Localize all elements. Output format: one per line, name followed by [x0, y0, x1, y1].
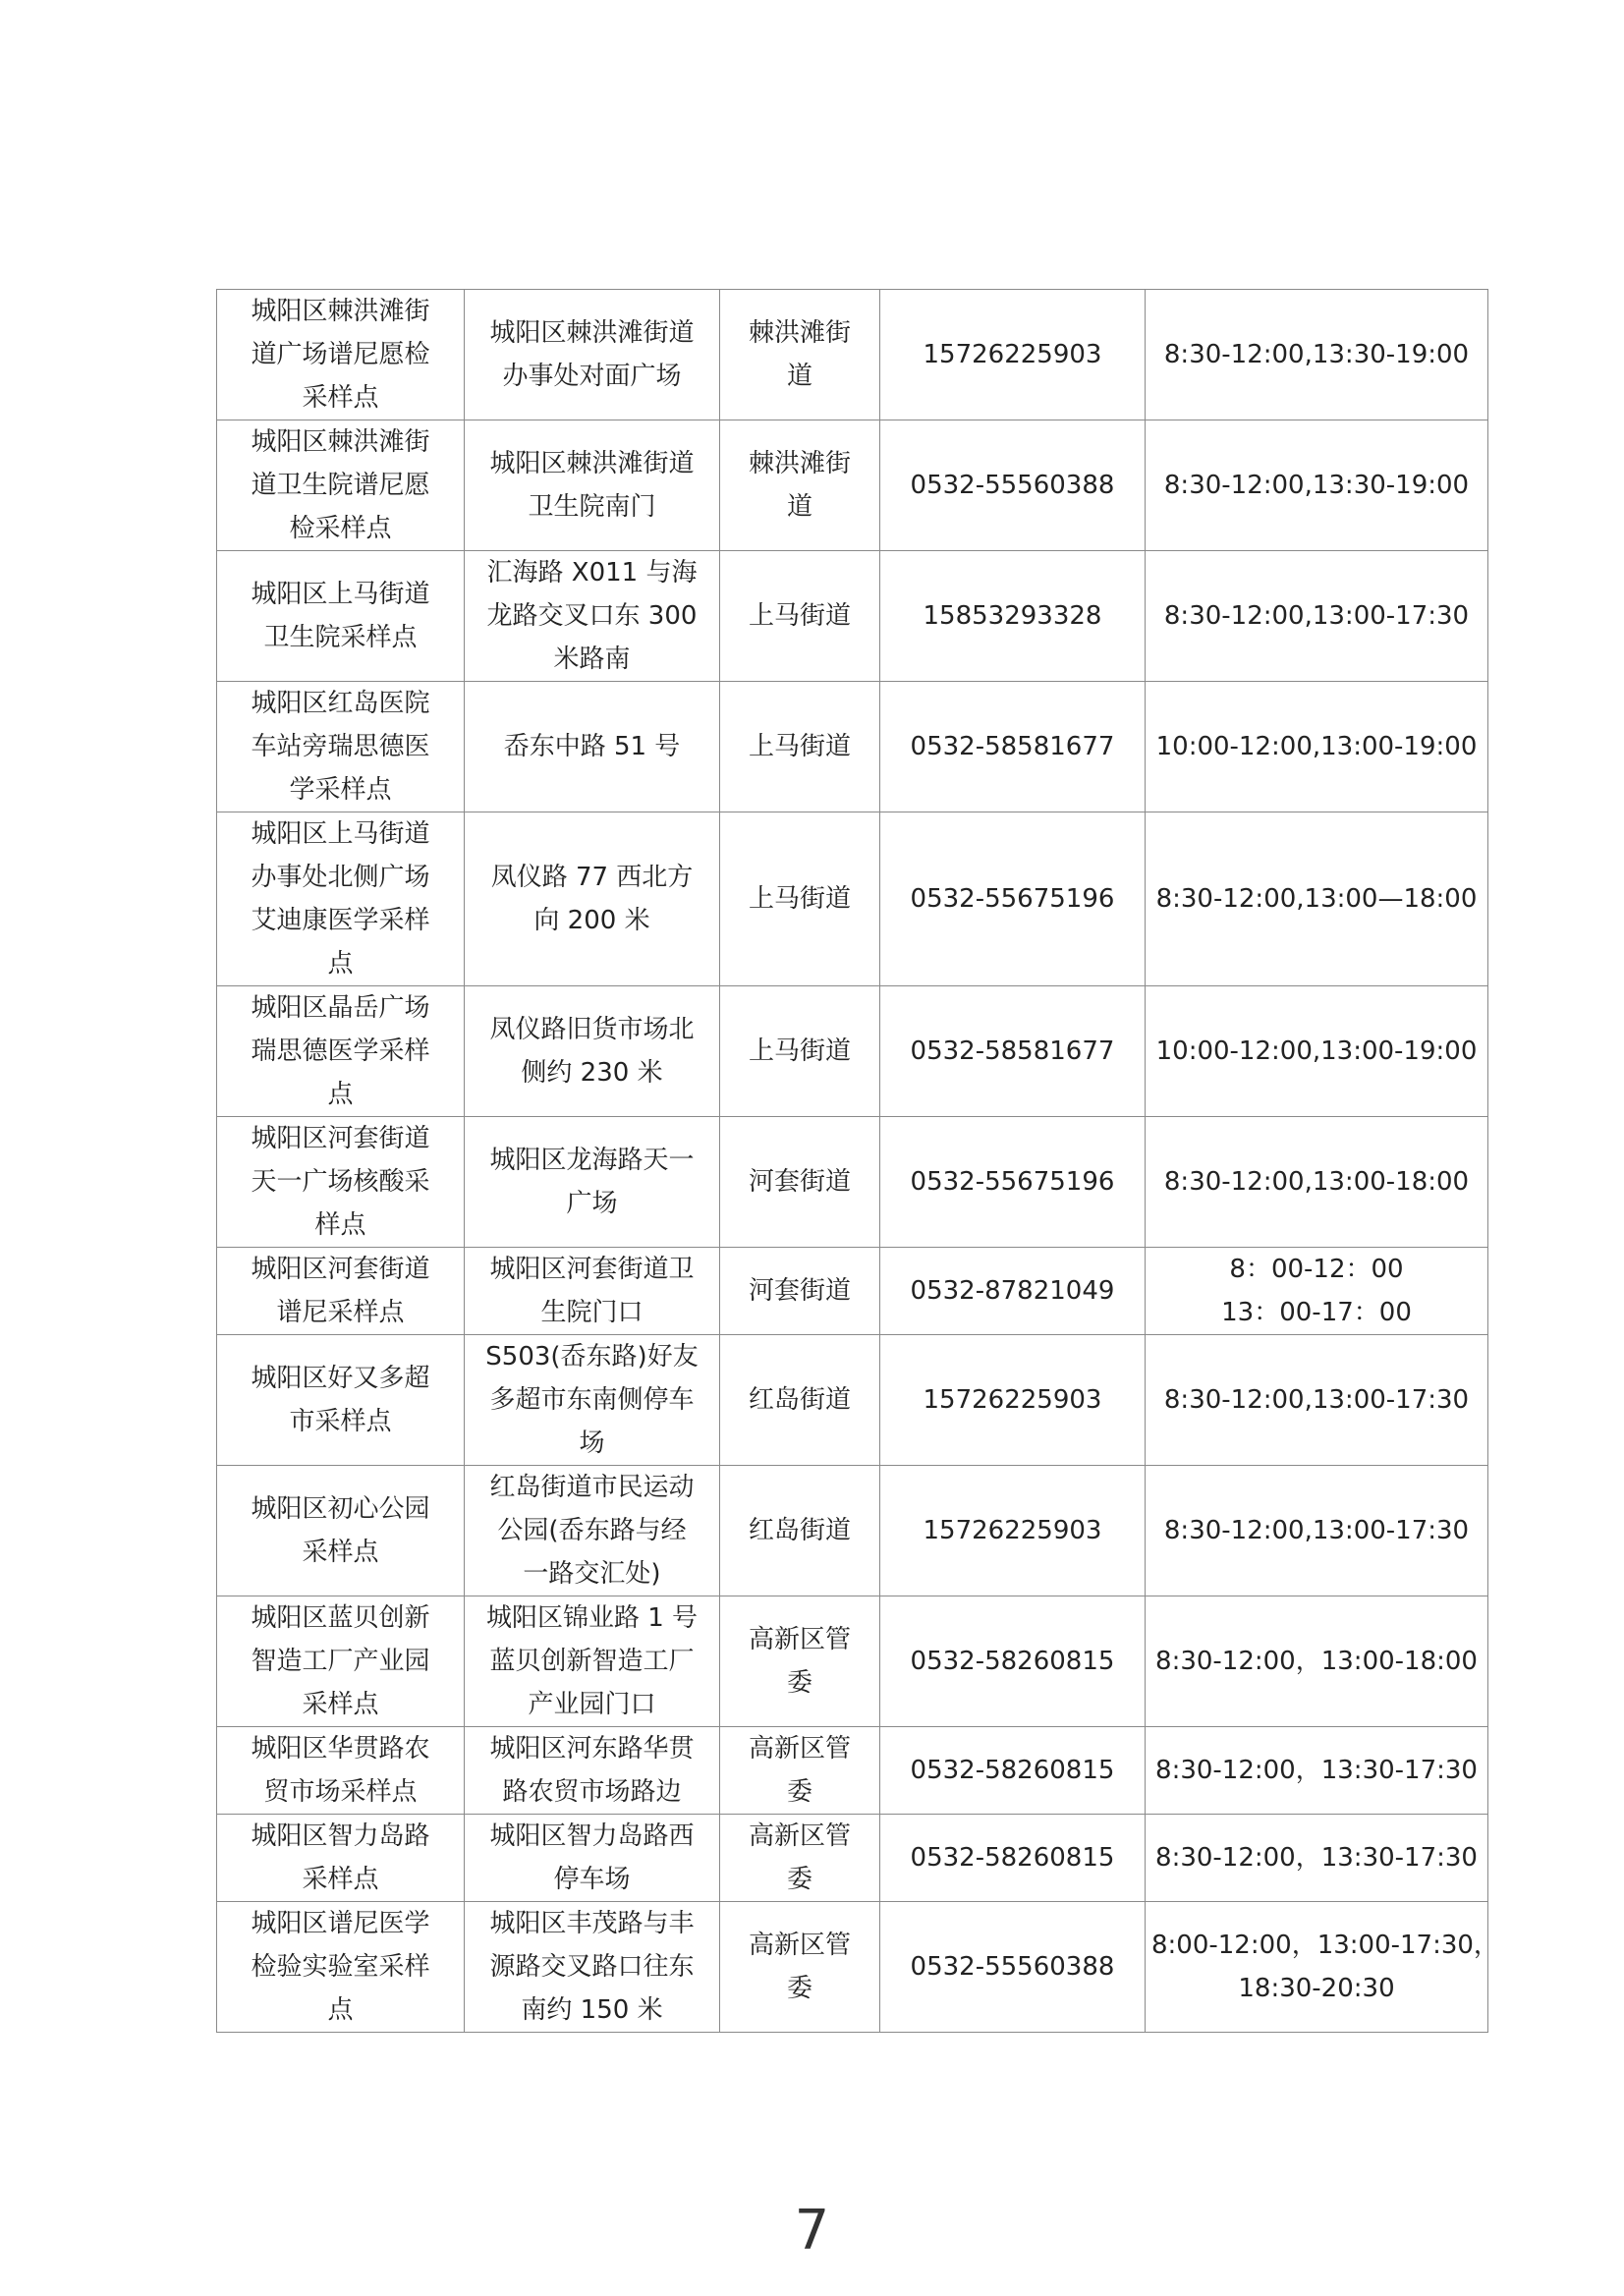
cell-text-line: 南约 150 米	[521, 1995, 663, 2025]
cell-text-line: 8:30-12:00,13:30-19:00	[1163, 340, 1470, 369]
cell-text-line: 天一广场核酸采	[251, 1167, 430, 1197]
phone-cell	[880, 1466, 1146, 1596]
cell-text-line: 停车场	[553, 1865, 631, 1894]
cell-text-line: 公园(岙东路与经	[497, 1516, 687, 1545]
street-cell	[720, 1117, 880, 1248]
street-cell	[720, 1248, 880, 1335]
street-cell	[720, 420, 880, 551]
table-row	[217, 420, 1488, 551]
cell-text-line: 8:30-12:00,13:00-17:30	[1163, 1385, 1470, 1415]
cell-text-line: 城阳区好又多超	[251, 1364, 430, 1393]
street-cell	[720, 1727, 880, 1815]
street-cell	[720, 682, 880, 812]
cell-text-line: 10:00-12:00,13:00-19:00	[1155, 732, 1478, 761]
address-cell	[465, 1727, 720, 1815]
cell-text-line: 点	[327, 1995, 354, 2025]
address-cell	[465, 682, 720, 812]
cell-text-line: 采样点	[302, 1690, 379, 1719]
street-cell	[720, 551, 880, 682]
cell-text-line: 采样点	[302, 1538, 379, 1567]
site-name-cell	[217, 986, 465, 1117]
address-cell	[465, 551, 720, 682]
cell-text-line: 委	[786, 1865, 812, 1894]
phone-cell	[880, 812, 1146, 986]
cell-text-line: 8:30-12:00,13:00-17:30	[1163, 601, 1470, 631]
hours-cell	[1146, 551, 1488, 682]
cell-text-line: 源路交叉路口往东	[489, 1952, 695, 1982]
site-name-cell	[217, 812, 465, 986]
table-row	[217, 1902, 1488, 2033]
cell-text-line: 15726225903	[923, 1516, 1102, 1545]
cell-text-line: 0532-87821049	[910, 1276, 1115, 1306]
cell-text-line: 8:30-12:00,13:00-17:30	[1163, 1516, 1470, 1545]
cell-text-line: 城阳区蓝贝创新	[251, 1603, 430, 1633]
table-row	[217, 551, 1488, 682]
cell-text-line: 8：00-12：00	[1229, 1255, 1404, 1284]
hours-cell	[1146, 1902, 1499, 2033]
cell-text-line: 市采样点	[289, 1407, 392, 1436]
cell-text-line: 米路南	[553, 644, 631, 674]
cell-text-line: 城阳区河套街道卫	[489, 1255, 695, 1284]
table-row	[217, 1466, 1488, 1596]
address-cell	[465, 986, 720, 1117]
cell-text-line: 检验实验室采样	[251, 1952, 430, 1982]
street-cell	[720, 290, 880, 420]
site-name-cell	[217, 290, 465, 420]
site-name-cell	[217, 1727, 465, 1815]
phone-cell	[880, 1117, 1146, 1248]
cell-text-line: 道广场谱尼愿检	[251, 340, 430, 369]
cell-text-line: 城阳区棘洪滩街	[251, 427, 430, 457]
cell-text-line: 8:30-12:00，13:30-17:30	[1155, 1843, 1478, 1873]
hours-cell	[1146, 420, 1488, 551]
street-cell	[720, 986, 880, 1117]
cell-text-line: 广场	[566, 1189, 618, 1218]
cell-text-line: 检采样点	[289, 514, 392, 543]
cell-text-line: 点	[327, 949, 354, 979]
phone-cell	[880, 682, 1146, 812]
cell-text-line: 采样点	[302, 1865, 379, 1894]
street-cell	[720, 1902, 880, 2033]
cell-text-line: 龙路交叉口东 300	[486, 601, 698, 631]
site-name-cell	[217, 420, 465, 551]
cell-text-line: 城阳区河东路华贯	[489, 1734, 695, 1764]
address-cell	[465, 1117, 720, 1248]
cell-text-line: 0532-55675196	[910, 1167, 1115, 1197]
hours-cell	[1146, 1815, 1488, 1902]
site-name-cell	[217, 682, 465, 812]
cell-text-line: 15726225903	[923, 340, 1102, 369]
address-cell	[465, 1596, 720, 1727]
table-row	[217, 986, 1488, 1117]
cell-text-line: 办事处北侧广场	[251, 863, 430, 892]
address-cell	[465, 1815, 720, 1902]
site-name-cell	[217, 1335, 465, 1466]
phone-cell	[880, 1596, 1146, 1727]
hours-cell	[1146, 1117, 1488, 1248]
cell-text-line: 场	[579, 1428, 605, 1458]
cell-text-line: 8:30-12:00,13:00—18:00	[1155, 884, 1478, 914]
phone-cell	[880, 551, 1146, 682]
cell-text-line: 13：00-17：00	[1221, 1298, 1412, 1327]
page-number: 7	[794, 2199, 830, 2263]
hours-cell	[1146, 290, 1488, 420]
address-cell	[465, 1335, 720, 1466]
table-row	[217, 290, 1488, 420]
cell-text-line: 样点	[314, 1210, 366, 1240]
cell-text-line: 城阳区棘洪滩街道	[489, 318, 695, 348]
cell-text-line: 0532-55675196	[910, 884, 1115, 914]
cell-text-line: 学采样点	[289, 775, 392, 805]
cell-text-line: 向 200 米	[533, 906, 650, 935]
cell-text-line: 城阳区晶岳广场	[251, 993, 430, 1023]
cell-text-line: 0532-58260815	[910, 1756, 1115, 1785]
site-name-cell	[217, 1117, 465, 1248]
site-name-cell	[217, 1815, 465, 1902]
cell-text-line: 上马街道	[748, 732, 851, 761]
cell-text-line: 0532-58581677	[910, 732, 1115, 761]
cell-text-line: 上马街道	[748, 601, 851, 631]
hours-cell	[1146, 1466, 1488, 1596]
cell-text-line: 0532-58581677	[910, 1036, 1115, 1066]
cell-text-line: 委	[786, 1668, 812, 1698]
cell-text-line: 艾迪康医学采样	[251, 906, 430, 935]
cell-text-line: 城阳区谱尼医学	[251, 1909, 430, 1938]
cell-text-line: 上马街道	[748, 884, 851, 914]
street-cell	[720, 1466, 880, 1596]
cell-text-line: 高新区管	[748, 1931, 851, 1960]
site-name-cell	[217, 1902, 465, 2033]
cell-text-line: 高新区管	[748, 1821, 851, 1851]
cell-text-line: 城阳区河套街道	[251, 1255, 430, 1284]
phone-cell	[880, 986, 1146, 1117]
cell-text-line: 15726225903	[923, 1385, 1102, 1415]
cell-text-line: 8:30-12:00，13:30-17:30	[1155, 1756, 1478, 1785]
cell-text-line: 路农贸市场路边	[502, 1777, 682, 1807]
site-name-cell	[217, 1248, 465, 1335]
cell-text-line: 15853293328	[923, 601, 1102, 631]
phone-cell	[880, 290, 1146, 420]
address-cell	[465, 812, 720, 986]
cell-text-line: 8:30-12:00，13:00-18:00	[1155, 1647, 1478, 1676]
cell-text-line: 城阳区红岛医院	[251, 689, 430, 718]
phone-cell	[880, 1248, 1146, 1335]
cell-text-line: 产业园门口	[528, 1690, 656, 1719]
cell-text-line: 蓝贝创新智造工厂	[489, 1647, 695, 1676]
cell-text-line: 红岛街道	[748, 1385, 851, 1415]
hours-cell	[1146, 682, 1488, 812]
cell-text-line: 城阳区河套街道	[251, 1124, 430, 1153]
hours-cell	[1146, 1727, 1488, 1815]
cell-text-line: 凤仪路旧货市场北	[489, 1015, 695, 1044]
cell-text-line: 卫生院采样点	[263, 623, 418, 652]
table-row	[217, 1815, 1488, 1902]
cell-text-line: 汇海路 X011 与海	[486, 558, 698, 588]
cell-text-line: 城阳区锦业路 1 号	[485, 1603, 699, 1633]
cell-text-line: 0532-55560388	[910, 1952, 1115, 1982]
cell-text-line: 点	[327, 1080, 354, 1109]
hours-cell	[1146, 812, 1488, 986]
cell-text-line: 城阳区龙海路天一	[489, 1146, 695, 1175]
cell-text-line: 城阳区初心公园	[251, 1494, 430, 1524]
cell-text-line: 高新区管	[748, 1734, 851, 1764]
cell-text-line: 城阳区智力岛路	[251, 1821, 430, 1851]
site-name-cell	[217, 551, 465, 682]
cell-text-line: 岙东中路 51 号	[503, 732, 681, 761]
hours-cell	[1146, 1335, 1488, 1466]
cell-text-line: 采样点	[302, 383, 379, 413]
table-body	[217, 290, 1499, 2033]
cell-text-line: 城阳区上马街道	[251, 580, 430, 609]
cell-text-line: 城阳区智力岛路西	[489, 1821, 695, 1851]
cell-text-line: 一路交汇处)	[523, 1559, 661, 1589]
cell-text-line: 上马街道	[748, 1036, 851, 1066]
phone-cell	[880, 420, 1146, 551]
address-cell	[465, 1902, 720, 2033]
cell-text-line: 道卫生院谱尼愿	[251, 471, 430, 500]
cell-text-line: 高新区管	[748, 1625, 851, 1654]
table-row	[217, 1727, 1488, 1815]
cell-text-line: 侧约 230 米	[521, 1058, 663, 1088]
cell-text-line: 卫生院南门	[528, 492, 656, 522]
cell-text-line: 0532-58260815	[910, 1647, 1115, 1676]
cell-text-line: 智造工厂产业园	[251, 1647, 430, 1676]
phone-cell	[880, 1335, 1146, 1466]
cell-text-line: 棘洪滩街	[748, 318, 851, 348]
cell-text-line: 委	[786, 1974, 812, 2003]
cell-text-line: S503(岙东路)好友	[485, 1342, 699, 1372]
cell-text-line: 城阳区棘洪滩街	[251, 297, 430, 326]
cell-text-line: 办事处对面广场	[502, 362, 682, 391]
cell-text-line: 多超市东南侧停车	[489, 1385, 695, 1415]
site-name-cell	[217, 1596, 465, 1727]
street-cell	[720, 1335, 880, 1466]
cell-text-line: 城阳区丰茂路与丰	[489, 1909, 695, 1938]
table-row	[217, 682, 1488, 812]
cell-text-line: 10:00-12:00,13:00-19:00	[1155, 1036, 1478, 1066]
testing-sites-table	[216, 289, 1499, 2033]
street-cell	[720, 812, 880, 986]
cell-text-line: 8:30-12:00,13:00-18:00	[1163, 1167, 1470, 1197]
cell-text-line: 委	[786, 1777, 812, 1807]
cell-text-line: 道	[786, 362, 812, 391]
table-row	[217, 1335, 1488, 1466]
cell-text-line: 0532-58260815	[910, 1843, 1115, 1873]
cell-text-line: 城阳区上马街道	[251, 819, 430, 849]
cell-text-line: 车站旁瑞思德医	[251, 732, 430, 761]
phone-cell	[880, 1815, 1146, 1902]
cell-text-line: 8:30-12:00,13:30-19:00	[1163, 471, 1470, 500]
street-cell	[720, 1815, 880, 1902]
cell-text-line: 城阳区棘洪滩街道	[489, 449, 695, 478]
table-row	[217, 1248, 1488, 1335]
cell-text-line: 0532-55560388	[910, 471, 1115, 500]
address-cell	[465, 290, 720, 420]
cell-text-line: 河套街道	[748, 1276, 851, 1306]
hours-cell	[1146, 1596, 1488, 1727]
phone-cell	[880, 1727, 1146, 1815]
cell-text-line: 谱尼采样点	[276, 1298, 405, 1327]
cell-text-line: 道	[786, 492, 812, 522]
cell-text-line: 红岛街道市民运动	[489, 1473, 695, 1502]
site-name-cell	[217, 1466, 465, 1596]
hours-cell	[1146, 1248, 1488, 1335]
cell-text-line: 生院门口	[540, 1298, 644, 1327]
cell-text-line: 贸市场采样点	[263, 1777, 418, 1807]
address-cell	[465, 420, 720, 551]
cell-text-line: 棘洪滩街	[748, 449, 851, 478]
address-cell	[465, 1466, 720, 1596]
hours-cell	[1146, 986, 1488, 1117]
table-row	[217, 1596, 1488, 1727]
cell-text-line: 红岛街道	[748, 1516, 851, 1545]
street-cell	[720, 1596, 880, 1727]
cell-text-line: 瑞思德医学采样	[251, 1036, 430, 1066]
cell-text-line: 凤仪路 77 西北方	[490, 863, 694, 892]
address-cell	[465, 1248, 720, 1335]
cell-text-line: 河套街道	[748, 1167, 851, 1197]
cell-text-line: 城阳区华贯路农	[251, 1734, 430, 1764]
cell-text-line: 8:00-12:00，13:00-17:30，	[1151, 1931, 1499, 1960]
phone-cell	[880, 1902, 1146, 2033]
table-row	[217, 1117, 1488, 1248]
cell-text-line: 18:30-20:30	[1238, 1974, 1395, 2003]
table-row	[217, 812, 1488, 986]
